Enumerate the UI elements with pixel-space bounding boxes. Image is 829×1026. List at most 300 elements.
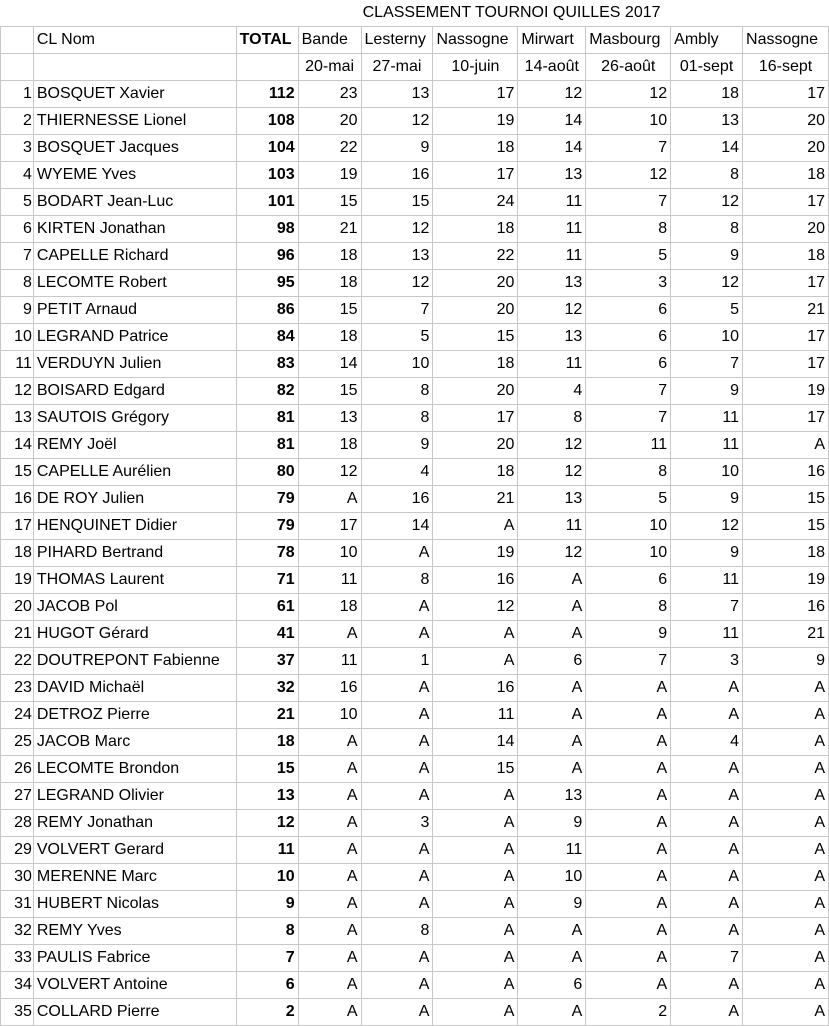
score-cell: 7: [361, 297, 433, 324]
player-name-cell: BOSQUET Jacques: [33, 135, 236, 162]
score-cell: 4: [518, 378, 586, 405]
player-name-cell: LEGRAND Patrice: [33, 324, 236, 351]
player-name-cell: THIERNESSE Lionel: [33, 108, 236, 135]
score-cell: 21: [298, 216, 361, 243]
total-cell: 84: [236, 324, 298, 351]
score-cell: 18: [743, 243, 829, 270]
score-cell: A: [361, 675, 433, 702]
score-cell: A: [586, 945, 671, 972]
score-cell: 15: [433, 756, 518, 783]
player-name-cell: REMY Yves: [33, 918, 236, 945]
score-cell: 12: [518, 459, 586, 486]
table-row: [1, 243, 829, 270]
score-cell: 16: [743, 594, 829, 621]
date-header: 14-août: [518, 54, 586, 81]
score-cell: 15: [298, 378, 361, 405]
score-cell: A: [671, 891, 743, 918]
score-cell: 9: [518, 891, 586, 918]
score-cell: 6: [518, 648, 586, 675]
score-cell: 2: [586, 999, 671, 1026]
score-cell: A: [671, 783, 743, 810]
score-cell: 18: [433, 459, 518, 486]
score-cell: A: [298, 621, 361, 648]
player-name-cell: VOLVERT Gerard: [33, 837, 236, 864]
score-cell: 8: [671, 162, 743, 189]
rank-cell: 8: [1, 270, 34, 297]
score-cell: A: [743, 810, 829, 837]
score-cell: A: [518, 729, 586, 756]
total-cell: 11: [236, 837, 298, 864]
score-cell: 15: [743, 513, 829, 540]
score-cell: 19: [743, 567, 829, 594]
score-cell: 8: [361, 918, 433, 945]
score-cell: 10: [298, 702, 361, 729]
score-cell: A: [361, 972, 433, 999]
score-cell: 7: [586, 189, 671, 216]
score-cell: 12: [518, 540, 586, 567]
rank-cell: 10: [1, 324, 34, 351]
score-cell: 16: [433, 675, 518, 702]
score-cell: 21: [433, 486, 518, 513]
score-cell: 18: [298, 432, 361, 459]
rank-cell: 20: [1, 594, 34, 621]
player-name-cell: DAVID Michaël: [33, 675, 236, 702]
date-header: 26-août: [586, 54, 671, 81]
rank-cell: 23: [1, 675, 34, 702]
score-cell: 13: [518, 270, 586, 297]
score-cell: 16: [743, 459, 829, 486]
total-cell: 15: [236, 756, 298, 783]
score-cell: A: [518, 945, 586, 972]
date-header: 20-mai: [298, 54, 361, 81]
total-cell: 83: [236, 351, 298, 378]
rank-cell: 34: [1, 972, 34, 999]
total-cell: 86: [236, 297, 298, 324]
total-cell: 103: [236, 162, 298, 189]
score-cell: 18: [298, 270, 361, 297]
player-name-cell: HENQUINET Didier: [33, 513, 236, 540]
table-row: [1, 756, 829, 783]
score-cell: A: [586, 891, 671, 918]
score-cell: A: [671, 810, 743, 837]
score-cell: 13: [361, 81, 433, 108]
rank-cell: 11: [1, 351, 34, 378]
score-cell: 8: [361, 405, 433, 432]
score-cell: A: [586, 702, 671, 729]
score-cell: A: [518, 594, 586, 621]
score-cell: 10: [298, 540, 361, 567]
score-cell: 9: [518, 810, 586, 837]
score-cell: 14: [671, 135, 743, 162]
score-cell: 18: [298, 324, 361, 351]
player-name-cell: REMY Joël: [33, 432, 236, 459]
table-row: [1, 378, 829, 405]
total-cell: 61: [236, 594, 298, 621]
score-cell: A: [361, 621, 433, 648]
score-cell: 14: [518, 135, 586, 162]
total-cell: 79: [236, 513, 298, 540]
score-cell: A: [298, 864, 361, 891]
score-cell: 11: [671, 621, 743, 648]
rank-cell: 5: [1, 189, 34, 216]
total-cell: 13: [236, 783, 298, 810]
rank-cell: 26: [1, 756, 34, 783]
score-cell: 22: [298, 135, 361, 162]
player-name-cell: REMY Jonathan: [33, 810, 236, 837]
rank-cell: 14: [1, 432, 34, 459]
score-cell: 5: [671, 297, 743, 324]
score-cell: 10: [586, 540, 671, 567]
score-cell: A: [518, 621, 586, 648]
total-cell: 96: [236, 243, 298, 270]
venue-header: Lesterny: [361, 27, 433, 54]
rank-cell: 29: [1, 837, 34, 864]
table-row: [1, 108, 829, 135]
player-name-cell: BOSQUET Xavier: [33, 81, 236, 108]
score-cell: A: [433, 972, 518, 999]
table-row: [1, 351, 829, 378]
table-row: [1, 459, 829, 486]
table-row: [1, 567, 829, 594]
score-cell: 3: [361, 810, 433, 837]
score-cell: 15: [743, 486, 829, 513]
player-name-cell: PAULIS Fabrice: [33, 945, 236, 972]
player-name-cell: KIRTEN Jonathan: [33, 216, 236, 243]
cl-nom-header: CL Nom: [33, 27, 236, 54]
score-cell: 17: [743, 324, 829, 351]
table-row: [1, 648, 829, 675]
score-cell: 6: [518, 972, 586, 999]
score-cell: 6: [586, 567, 671, 594]
score-cell: 12: [433, 594, 518, 621]
score-cell: A: [743, 702, 829, 729]
table-row: [1, 810, 829, 837]
score-cell: A: [298, 972, 361, 999]
score-cell: 18: [298, 594, 361, 621]
score-cell: 17: [298, 513, 361, 540]
table-row: [1, 189, 829, 216]
score-cell: 18: [743, 162, 829, 189]
table-row: [1, 270, 829, 297]
score-cell: A: [361, 594, 433, 621]
score-cell: 17: [743, 351, 829, 378]
score-cell: 7: [586, 405, 671, 432]
score-cell: A: [361, 837, 433, 864]
score-cell: A: [298, 945, 361, 972]
score-cell: A: [298, 486, 361, 513]
score-cell: A: [433, 783, 518, 810]
total-cell: 37: [236, 648, 298, 675]
score-cell: 20: [743, 216, 829, 243]
score-cell: A: [433, 918, 518, 945]
score-cell: 9: [743, 648, 829, 675]
score-cell: 12: [518, 81, 586, 108]
score-cell: 23: [298, 81, 361, 108]
score-cell: 10: [671, 324, 743, 351]
date-header: 01-sept: [671, 54, 743, 81]
score-cell: 22: [433, 243, 518, 270]
score-cell: 24: [433, 189, 518, 216]
score-cell: 11: [298, 567, 361, 594]
total-cell: 7: [236, 945, 298, 972]
score-cell: 20: [433, 378, 518, 405]
rank-cell: 12: [1, 378, 34, 405]
score-cell: A: [586, 972, 671, 999]
score-cell: 15: [298, 189, 361, 216]
rank-cell: 9: [1, 297, 34, 324]
table-row: [1, 729, 829, 756]
score-cell: 20: [433, 297, 518, 324]
total-cell: 6: [236, 972, 298, 999]
score-cell: 17: [433, 81, 518, 108]
score-cell: 19: [433, 540, 518, 567]
score-cell: 18: [298, 243, 361, 270]
score-cell: 11: [586, 432, 671, 459]
rank-cell: 15: [1, 459, 34, 486]
score-cell: A: [586, 783, 671, 810]
total-cell: 12: [236, 810, 298, 837]
page-title: CLASSEMENT TOURNOI QUILLES 2017: [298, 0, 828, 27]
score-cell: A: [361, 891, 433, 918]
table-row: [1, 945, 829, 972]
score-cell: A: [518, 999, 586, 1026]
total-cell: 112: [236, 81, 298, 108]
score-cell: 12: [518, 297, 586, 324]
player-name-cell: JACOB Marc: [33, 729, 236, 756]
player-name-cell: THOMAS Laurent: [33, 567, 236, 594]
score-cell: A: [361, 945, 433, 972]
score-cell: 6: [586, 351, 671, 378]
score-cell: 19: [433, 108, 518, 135]
player-name-cell: SAUTOIS Grégory: [33, 405, 236, 432]
score-cell: A: [433, 891, 518, 918]
rank-cell: 4: [1, 162, 34, 189]
score-cell: 6: [586, 324, 671, 351]
score-cell: A: [433, 648, 518, 675]
score-cell: A: [433, 864, 518, 891]
player-name-cell: CAPELLE Richard: [33, 243, 236, 270]
score-cell: A: [518, 702, 586, 729]
score-cell: 12: [671, 189, 743, 216]
score-cell: 20: [298, 108, 361, 135]
total-cell: 10: [236, 864, 298, 891]
score-cell: A: [743, 837, 829, 864]
score-cell: 19: [298, 162, 361, 189]
score-cell: 19: [743, 378, 829, 405]
score-cell: 12: [361, 270, 433, 297]
rank-cell: 32: [1, 918, 34, 945]
score-cell: 21: [743, 297, 829, 324]
score-cell: 10: [586, 108, 671, 135]
score-cell: 13: [671, 108, 743, 135]
date-row: [1, 54, 829, 81]
score-cell: 7: [671, 945, 743, 972]
score-cell: A: [433, 837, 518, 864]
score-cell: A: [433, 621, 518, 648]
score-cell: A: [743, 432, 829, 459]
score-cell: 10: [586, 513, 671, 540]
total-cell: 82: [236, 378, 298, 405]
score-cell: 9: [671, 243, 743, 270]
score-cell: 18: [433, 351, 518, 378]
score-cell: 11: [518, 837, 586, 864]
score-cell: 11: [518, 243, 586, 270]
score-cell: A: [361, 540, 433, 567]
rank-cell: 18: [1, 540, 34, 567]
score-cell: A: [361, 702, 433, 729]
score-cell: A: [743, 864, 829, 891]
score-cell: 12: [671, 513, 743, 540]
score-cell: A: [586, 675, 671, 702]
table-row: [1, 162, 829, 189]
player-name-cell: HUGOT Gérard: [33, 621, 236, 648]
score-cell: 3: [586, 270, 671, 297]
score-cell: 10: [518, 864, 586, 891]
title-row: [1, 0, 829, 27]
venue-header: Mirwart: [518, 27, 586, 54]
score-cell: A: [743, 783, 829, 810]
table-row: [1, 594, 829, 621]
score-cell: A: [361, 783, 433, 810]
score-cell: 7: [586, 378, 671, 405]
total-cell: 104: [236, 135, 298, 162]
score-cell: 17: [433, 405, 518, 432]
date-header: 16-sept: [743, 54, 829, 81]
table-row: [1, 864, 829, 891]
score-cell: A: [743, 945, 829, 972]
score-cell: A: [743, 756, 829, 783]
date-header: 27-mai: [361, 54, 433, 81]
score-cell: 13: [518, 324, 586, 351]
score-cell: 12: [361, 216, 433, 243]
score-cell: 5: [361, 324, 433, 351]
table-row: [1, 783, 829, 810]
score-cell: A: [743, 675, 829, 702]
player-name-cell: LEGRAND Olivier: [33, 783, 236, 810]
player-name-cell: BODART Jean-Luc: [33, 189, 236, 216]
score-cell: 10: [361, 351, 433, 378]
score-cell: 8: [361, 378, 433, 405]
score-cell: 13: [361, 243, 433, 270]
total-cell: 81: [236, 432, 298, 459]
score-cell: 5: [586, 486, 671, 513]
score-cell: 15: [298, 297, 361, 324]
score-cell: A: [433, 513, 518, 540]
score-cell: A: [671, 864, 743, 891]
score-cell: 13: [518, 783, 586, 810]
score-cell: A: [586, 810, 671, 837]
score-cell: A: [298, 918, 361, 945]
score-cell: 17: [743, 189, 829, 216]
venue-header: Bande: [298, 27, 361, 54]
score-cell: 12: [518, 432, 586, 459]
rank-cell: 33: [1, 945, 34, 972]
total-cell: 81: [236, 405, 298, 432]
score-cell: 13: [298, 405, 361, 432]
player-name-cell: LECOMTE Robert: [33, 270, 236, 297]
score-cell: 16: [361, 486, 433, 513]
score-cell: A: [433, 999, 518, 1026]
score-cell: 9: [361, 432, 433, 459]
score-cell: 14: [433, 729, 518, 756]
score-cell: A: [433, 810, 518, 837]
score-cell: 11: [298, 648, 361, 675]
score-cell: A: [743, 972, 829, 999]
table-row: [1, 432, 829, 459]
score-cell: 12: [586, 81, 671, 108]
table-row: [1, 486, 829, 513]
rank-cell: 28: [1, 810, 34, 837]
table-row: [1, 81, 829, 108]
score-cell: A: [671, 972, 743, 999]
score-cell: 6: [586, 297, 671, 324]
score-cell: 8: [671, 216, 743, 243]
player-name-cell: WYEME Yves: [33, 162, 236, 189]
table-row: [1, 702, 829, 729]
score-cell: 11: [518, 216, 586, 243]
score-cell: A: [361, 864, 433, 891]
table-row: [1, 621, 829, 648]
table-row: [1, 216, 829, 243]
venue-header: Nassogne: [743, 27, 829, 54]
rank-cell: 22: [1, 648, 34, 675]
score-cell: A: [433, 945, 518, 972]
rank-cell: 17: [1, 513, 34, 540]
total-cell: 2: [236, 999, 298, 1026]
player-name-cell: PIHARD Bertrand: [33, 540, 236, 567]
score-cell: 8: [586, 594, 671, 621]
score-cell: 11: [518, 351, 586, 378]
player-name-cell: PETIT Arnaud: [33, 297, 236, 324]
player-name-cell: JACOB Pol: [33, 594, 236, 621]
rank-cell: 16: [1, 486, 34, 513]
rank-cell: 2: [1, 108, 34, 135]
score-cell: A: [298, 783, 361, 810]
score-cell: A: [671, 702, 743, 729]
rank-cell: 35: [1, 999, 34, 1026]
score-cell: 9: [671, 540, 743, 567]
score-cell: A: [298, 729, 361, 756]
rank-cell: 21: [1, 621, 34, 648]
score-cell: A: [743, 918, 829, 945]
total-cell: 32: [236, 675, 298, 702]
score-cell: 11: [433, 702, 518, 729]
player-name-cell: VOLVERT Antoine: [33, 972, 236, 999]
score-cell: 11: [671, 432, 743, 459]
score-cell: 9: [671, 486, 743, 513]
score-cell: 16: [361, 162, 433, 189]
score-cell: A: [586, 756, 671, 783]
score-cell: 18: [433, 216, 518, 243]
score-cell: A: [671, 837, 743, 864]
score-cell: A: [671, 918, 743, 945]
score-cell: 17: [433, 162, 518, 189]
venue-header: Masbourg: [586, 27, 671, 54]
player-name-cell: LECOMTE Brondon: [33, 756, 236, 783]
total-cell: 9: [236, 891, 298, 918]
score-cell: A: [671, 756, 743, 783]
score-cell: 14: [361, 513, 433, 540]
score-cell: A: [298, 837, 361, 864]
header-row: [1, 27, 829, 54]
score-cell: A: [518, 675, 586, 702]
score-cell: 8: [586, 216, 671, 243]
table-row: [1, 540, 829, 567]
table-row: [1, 675, 829, 702]
score-cell: 16: [298, 675, 361, 702]
table-row: [1, 135, 829, 162]
table-row: [1, 405, 829, 432]
